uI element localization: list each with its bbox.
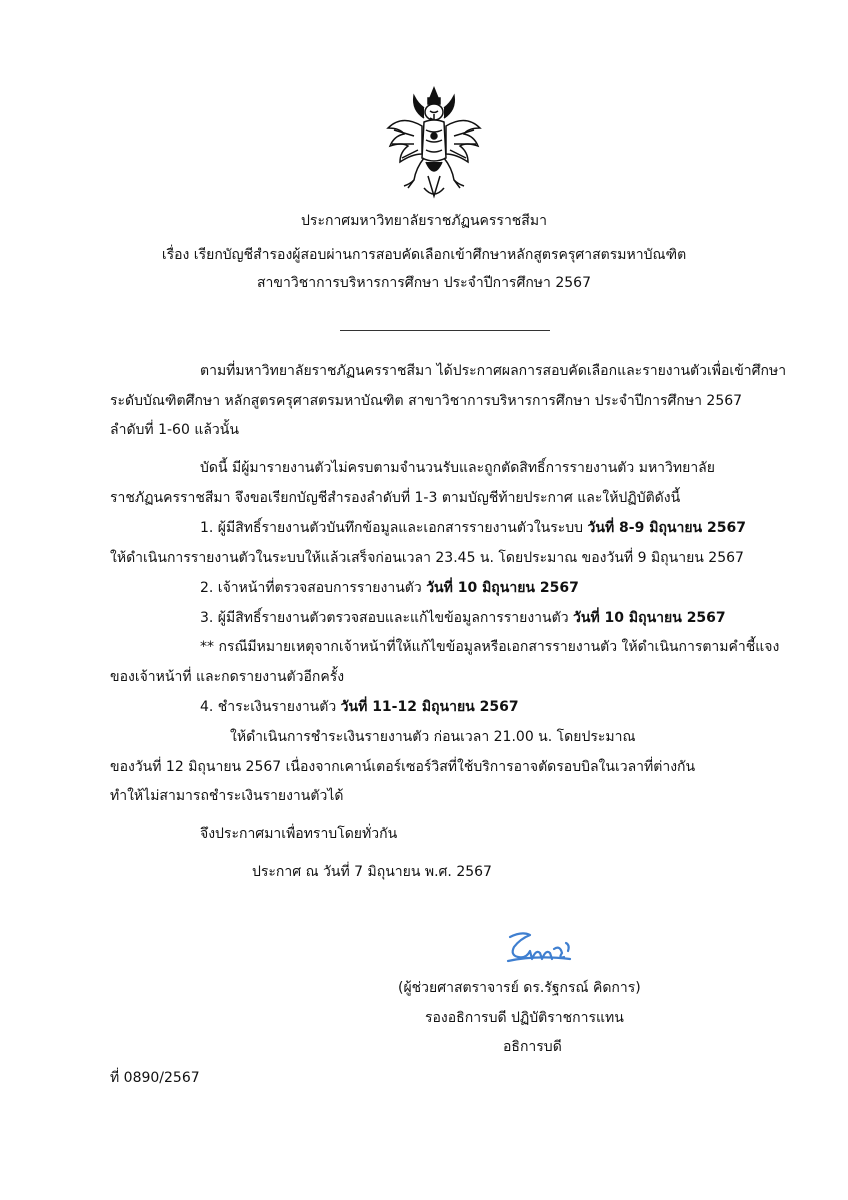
paragraph-1-line-2: ระดับบัณฑิตศึกษา หลักสูตรครุศาสตรมหาบัณฑิต สาขาวิชาการบริหารการศึกษา ประจำปีการศึกษา 2567 — [110, 393, 743, 409]
paragraph-2-line-2: ราชภัฏนครราชสีมา จึงขอเรียกบัญชีสำรองลำดับที่ 1-3 ตามบัญชีท้ายประกาศ และให้ปฏิบัติดังนี้ — [110, 490, 681, 506]
signatory-name: (ผู้ช่วยศาสตราจารย์ ดร.รัฐกรณ์ คิดการ) — [398, 980, 641, 996]
closing-statement: จึงประกาศมาเพื่อทราบโดยทั่วกัน — [200, 826, 398, 842]
paragraph-1-line-1: ตามที่มหาวิทยาลัยราชภัฏนครราชสีมา ได้ประกาศผลการสอบคัดเลือกและรายงานตัวเพื่อเข้าศึกษา — [200, 363, 787, 379]
item-4-detail-2: ของวันที่ 12 มิถุนายน 2567 เนื่องจากเคาน์เตอร์เซอร์วิสที่ใช้บริการอาจตัดรอบบิลในเวลาที่ต่างกัน — [110, 759, 696, 775]
header-divider — [340, 330, 550, 331]
item-2-text: 2. เจ้าหน้าที่ตรวจสอบการรายงานตัว — [200, 580, 427, 596]
item-1-detail: ให้ดำเนินการรายงานตัวในระบบให้แล้วเสร็จก่อนเวลา 23.45 น. โดยประมาณ ของวันที่ 9 มิถุนายน 2567 — [110, 550, 744, 566]
note-line-2: ของเจ้าหน้าที่ และกดรายงานตัวอีกครั้ง — [110, 669, 345, 685]
item-1 — [200, 518, 746, 538]
item-2-date: วันที่ 10 มิถุนายน 2567 — [426, 580, 579, 596]
note-line-1: ** กรณีมีหมายเหตุจากเจ้าหน้าที่ให้แก้ไขข้อมูลหรือเอกสารรายงานตัว ให้ดำเนินการตามคำชี้แจง — [200, 639, 780, 655]
paragraph-2-line-1: บัดนี้ มีผู้มารายงานตัวไม่ครบตามจำนวนรับและถูกตัดสิทธิ์การรายงานตัว มหาวิทยาลัย — [200, 460, 715, 476]
announcement-program: สาขาวิชาการบริหารการศึกษา ประจำปีการศึกษา 2567 — [257, 275, 591, 291]
signatory-position: รองอธิการบดี ปฏิบัติราชการแทน — [425, 1010, 624, 1026]
announcement-title: ประกาศมหาวิทยาลัยราชภัฏนครราชสีมา — [301, 213, 547, 229]
item-3-text: 3. ผู้มีสิทธิ์รายงานตัวตรวจสอบและแก้ไขข้อมูลการรายงานตัว — [200, 610, 574, 626]
item-1-date: วันที่ 8-9 มิถุนายน 2567 — [587, 520, 746, 536]
item-4-detail-1: ให้ดำเนินการชำระเงินรายงานตัว ก่อนเวลา 21.00 น. โดยประมาณ — [230, 729, 636, 745]
item-4-detail-3: ทำให้ไม่สามารถชำระเงินรายงานตัวได้ — [110, 788, 344, 804]
item-4 — [200, 697, 519, 717]
item-3-date: วันที่ 10 มิถุนายน 2567 — [573, 610, 726, 626]
item-4-date: วันที่ 11-12 มิถุนายน 2567 — [340, 699, 519, 715]
paragraph-1-line-3: ลำดับที่ 1-60 แล้วนั้น — [110, 422, 239, 438]
item-3 — [200, 608, 726, 628]
handwritten-signature — [500, 925, 580, 970]
item-2 — [200, 578, 579, 598]
document-number: ที่ 0890/2567 — [110, 1070, 200, 1086]
item-1-text: 1. ผู้มีสิทธิ์รายงานตัวบันทึกข้อมูลและเอกสารรายงานตัวในระบบ — [200, 520, 588, 536]
item-4-text: 4. ชำระเงินรายงานตัว — [200, 699, 341, 715]
announcement-date: ประกาศ ณ วันที่ 7 มิถุนายน พ.ศ. 2567 — [252, 864, 492, 880]
signatory-title: อธิการบดี — [503, 1039, 562, 1055]
announcement-subject: เรื่อง เรียกบัญชีสำรองผู้สอบผ่านการสอบคัดเลือกเข้าศึกษาหลักสูตรครุศาสตรมหาบัณฑิต — [161, 247, 687, 263]
garuda-emblem-icon — [384, 84, 484, 204]
